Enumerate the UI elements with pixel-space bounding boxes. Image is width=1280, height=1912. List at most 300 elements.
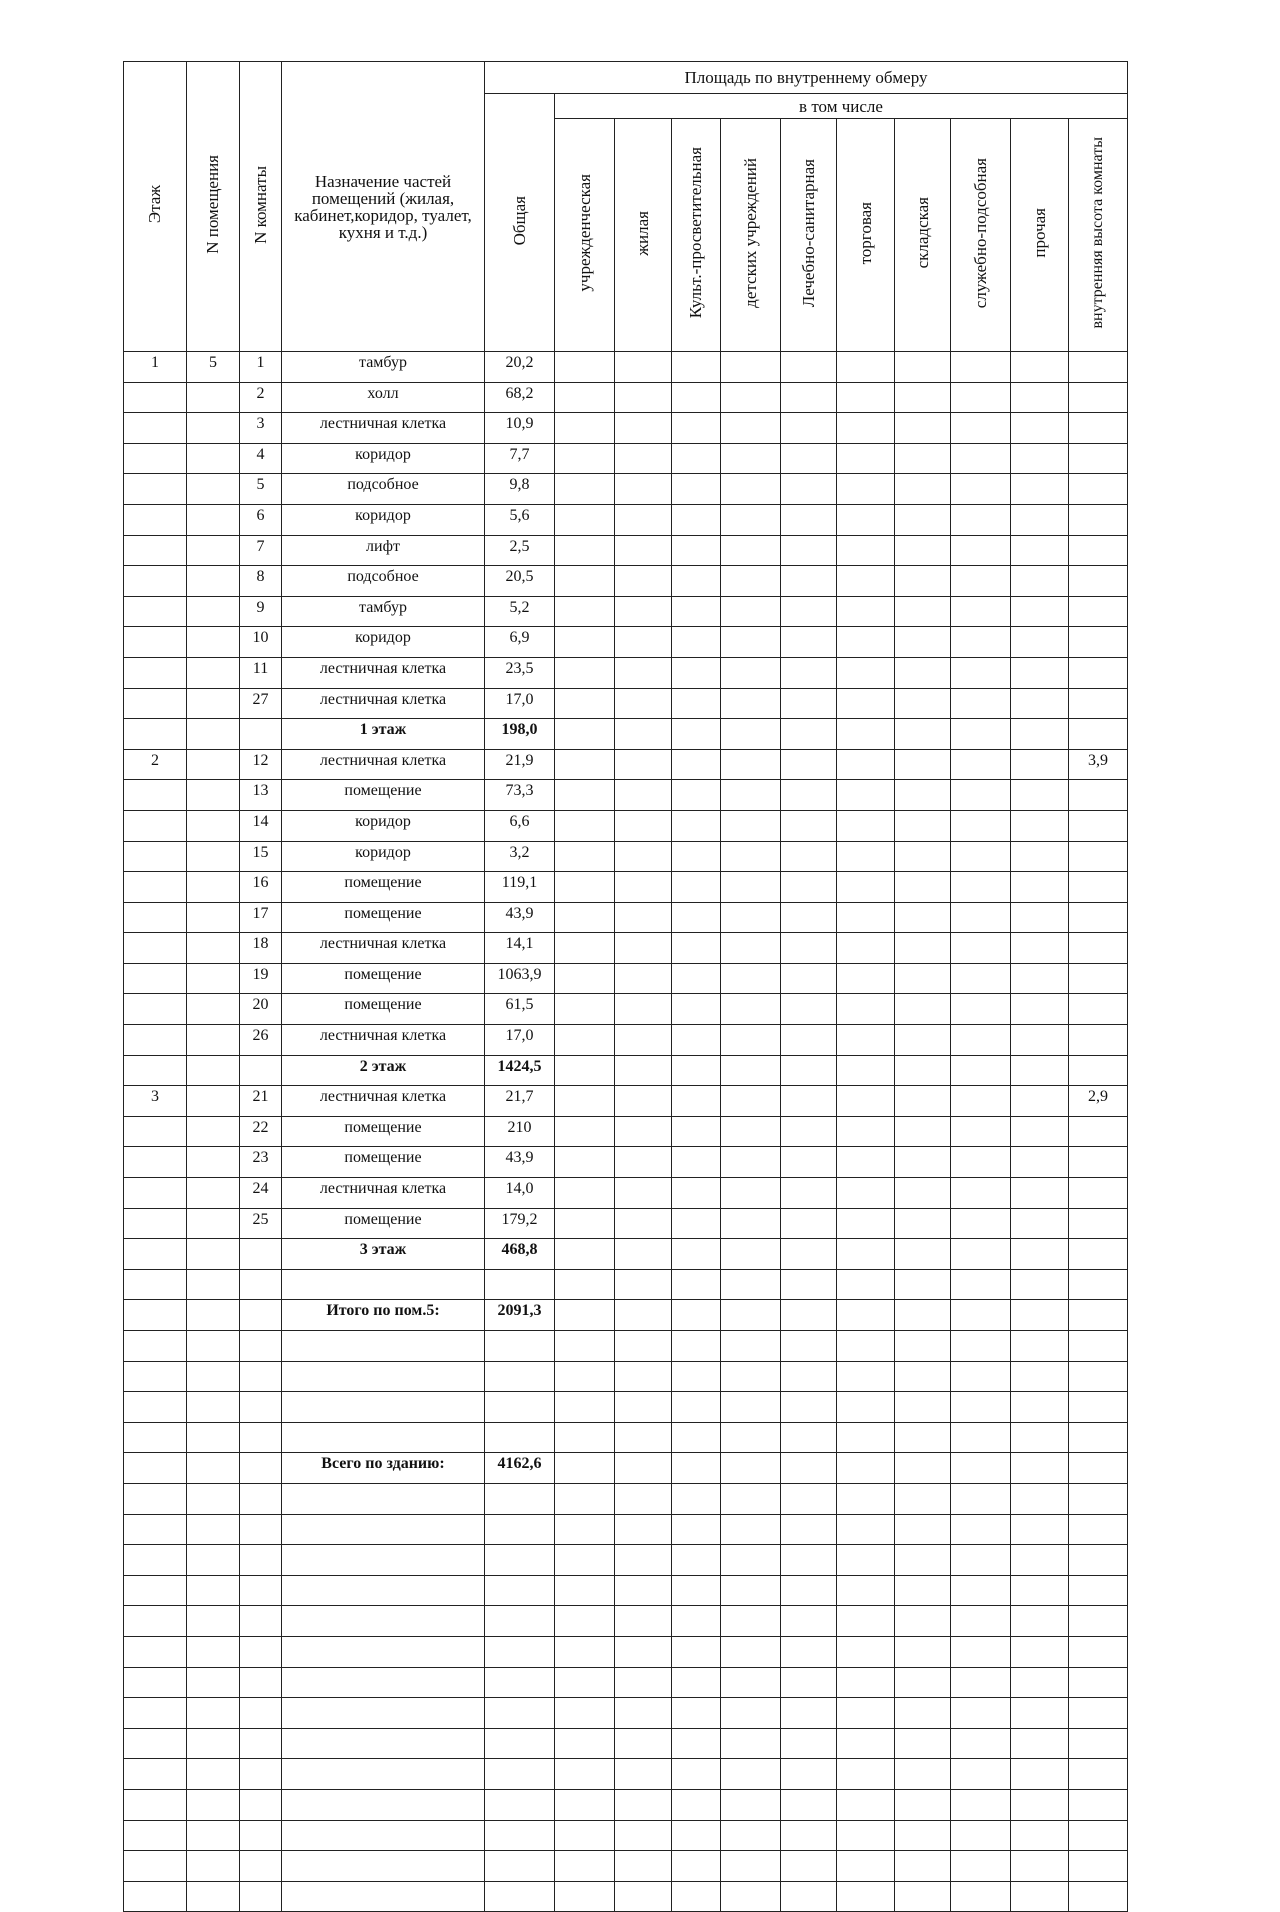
total-area-cell: 6,6 xyxy=(485,810,555,841)
retail-area-cell xyxy=(837,1881,895,1912)
unit-cell xyxy=(187,1422,240,1453)
purpose-cell: коридор xyxy=(282,841,485,872)
cultural-area-cell xyxy=(672,1820,721,1851)
office-area-cell xyxy=(555,1514,615,1545)
other-area-cell xyxy=(1011,994,1069,1025)
medical-area-cell xyxy=(781,1789,837,1820)
office-area-cell xyxy=(555,566,615,597)
purpose-cell xyxy=(282,1575,485,1606)
storage-area-cell xyxy=(895,535,951,566)
table-row xyxy=(124,1025,1128,1056)
cultural-area-cell xyxy=(672,1269,721,1300)
office-area-cell xyxy=(555,902,615,933)
medical-area-cell xyxy=(781,1575,837,1606)
table-row xyxy=(124,1086,1128,1117)
medical-area-cell xyxy=(781,1116,837,1147)
purpose-cell xyxy=(282,1545,485,1576)
other-area-cell xyxy=(1011,596,1069,627)
other-area-cell xyxy=(1011,566,1069,597)
purpose-cell xyxy=(282,1728,485,1759)
floor-cell xyxy=(124,1025,187,1056)
childcare-area-cell xyxy=(721,443,781,474)
floor-cell xyxy=(124,504,187,535)
room-height-cell xyxy=(1069,1147,1128,1178)
unit-cell xyxy=(187,627,240,658)
childcare-area-cell xyxy=(721,841,781,872)
retail-area-cell xyxy=(837,902,895,933)
office-area-cell xyxy=(555,749,615,780)
unit-cell xyxy=(187,1728,240,1759)
residential-area-cell xyxy=(615,933,672,964)
purpose-cell: лестничная клетка xyxy=(282,933,485,964)
childcare-area-cell xyxy=(721,872,781,903)
other-area-cell xyxy=(1011,872,1069,903)
medical-area-cell xyxy=(781,566,837,597)
total-area-cell xyxy=(485,1606,555,1637)
utility-area-cell xyxy=(951,566,1011,597)
office-area-cell xyxy=(555,1300,615,1331)
childcare-area-cell xyxy=(721,504,781,535)
residential-area-cell xyxy=(615,413,672,444)
retail-area-cell xyxy=(837,1728,895,1759)
residential-area-cell xyxy=(615,1055,672,1086)
other-area-cell xyxy=(1011,1698,1069,1729)
utility-area-cell xyxy=(951,1392,1011,1423)
office-area-cell xyxy=(555,1331,615,1362)
office-area-cell xyxy=(555,994,615,1025)
cultural-area-cell xyxy=(672,902,721,933)
floor-cell xyxy=(124,657,187,688)
unit-cell xyxy=(187,688,240,719)
office-area-cell xyxy=(555,1392,615,1423)
residential-area-cell xyxy=(615,596,672,627)
residential-area-cell xyxy=(615,1331,672,1362)
unit-cell xyxy=(187,872,240,903)
other-area-cell xyxy=(1011,1851,1069,1882)
medical-area-cell xyxy=(781,627,837,658)
cultural-area-cell xyxy=(672,1300,721,1331)
room-height-cell xyxy=(1069,1698,1128,1729)
residential-area-cell xyxy=(615,1483,672,1514)
storage-area-cell xyxy=(895,1851,951,1882)
explication-table xyxy=(123,61,1128,1912)
office-area-cell xyxy=(555,1239,615,1270)
residential-area-cell xyxy=(615,1514,672,1545)
childcare-area-cell xyxy=(721,1789,781,1820)
office-area-cell xyxy=(555,596,615,627)
retail-area-cell xyxy=(837,474,895,505)
table-row xyxy=(124,1055,1128,1086)
storage-area-cell xyxy=(895,963,951,994)
storage-area-cell xyxy=(895,1208,951,1239)
floor-cell xyxy=(124,1239,187,1270)
other-area-cell xyxy=(1011,1606,1069,1637)
header-col-childcare: детских учреждений xyxy=(721,119,781,352)
total-area-cell: 61,5 xyxy=(485,994,555,1025)
room-height-cell xyxy=(1069,1483,1128,1514)
table-row xyxy=(124,1759,1128,1790)
office-area-cell xyxy=(555,1178,615,1209)
medical-area-cell xyxy=(781,1147,837,1178)
childcare-area-cell xyxy=(721,1636,781,1667)
medical-area-cell xyxy=(781,1483,837,1514)
childcare-area-cell xyxy=(721,1086,781,1117)
table-row xyxy=(124,994,1128,1025)
retail-area-cell xyxy=(837,688,895,719)
retail-area-cell xyxy=(837,810,895,841)
room-cell: 1 xyxy=(240,352,282,383)
purpose-cell: 2 этаж xyxy=(282,1055,485,1086)
storage-area-cell xyxy=(895,1759,951,1790)
medical-area-cell xyxy=(781,1698,837,1729)
table-row xyxy=(124,382,1128,413)
retail-area-cell xyxy=(837,841,895,872)
childcare-area-cell xyxy=(721,1453,781,1484)
floor-cell xyxy=(124,1331,187,1362)
utility-area-cell xyxy=(951,504,1011,535)
total-area-cell: 23,5 xyxy=(485,657,555,688)
retail-area-cell xyxy=(837,1422,895,1453)
purpose-cell xyxy=(282,1514,485,1545)
floor-cell xyxy=(124,810,187,841)
cultural-area-cell xyxy=(672,963,721,994)
table-row xyxy=(124,1881,1128,1912)
floor-cell xyxy=(124,1300,187,1331)
utility-area-cell xyxy=(951,1178,1011,1209)
floor-cell xyxy=(124,1392,187,1423)
purpose-cell xyxy=(282,1759,485,1790)
childcare-area-cell xyxy=(721,1116,781,1147)
cultural-area-cell xyxy=(672,841,721,872)
room-height-cell xyxy=(1069,810,1128,841)
header-col-room-height: внутренняя высота комнаты xyxy=(1069,119,1128,352)
room-height-cell xyxy=(1069,1759,1128,1790)
medical-area-cell xyxy=(781,443,837,474)
office-area-cell xyxy=(555,1483,615,1514)
cultural-area-cell xyxy=(672,627,721,658)
total-area-cell: 2,5 xyxy=(485,535,555,566)
unit-cell xyxy=(187,1575,240,1606)
residential-area-cell xyxy=(615,872,672,903)
purpose-cell xyxy=(282,1361,485,1392)
other-area-cell xyxy=(1011,1820,1069,1851)
medical-area-cell xyxy=(781,352,837,383)
childcare-area-cell xyxy=(721,1820,781,1851)
table-row xyxy=(124,1728,1128,1759)
floor-cell xyxy=(124,1361,187,1392)
purpose-cell: помещение xyxy=(282,1116,485,1147)
table-row xyxy=(124,1422,1128,1453)
residential-area-cell xyxy=(615,1545,672,1576)
table-row xyxy=(124,627,1128,658)
purpose-cell: помещение xyxy=(282,872,485,903)
utility-area-cell xyxy=(951,1239,1011,1270)
room-height-cell xyxy=(1069,902,1128,933)
medical-area-cell xyxy=(781,994,837,1025)
retail-area-cell xyxy=(837,1759,895,1790)
office-area-cell xyxy=(555,963,615,994)
retail-area-cell xyxy=(837,1514,895,1545)
table-row xyxy=(124,1667,1128,1698)
office-area-cell xyxy=(555,933,615,964)
room-cell: 4 xyxy=(240,443,282,474)
medical-area-cell xyxy=(781,810,837,841)
childcare-area-cell xyxy=(721,1606,781,1637)
room-height-cell xyxy=(1069,1851,1128,1882)
room-height-cell xyxy=(1069,1239,1128,1270)
residential-area-cell xyxy=(615,841,672,872)
other-area-cell xyxy=(1011,841,1069,872)
room-cell xyxy=(240,1698,282,1729)
floor-cell: 1 xyxy=(124,352,187,383)
room-cell xyxy=(240,1453,282,1484)
residential-area-cell xyxy=(615,1422,672,1453)
storage-area-cell xyxy=(895,1514,951,1545)
room-height-cell xyxy=(1069,413,1128,444)
purpose-cell xyxy=(282,1422,485,1453)
room-cell xyxy=(240,1759,282,1790)
other-area-cell xyxy=(1011,535,1069,566)
retail-area-cell xyxy=(837,1331,895,1362)
table-row xyxy=(124,1269,1128,1300)
cultural-area-cell xyxy=(672,1698,721,1729)
cultural-area-cell xyxy=(672,474,721,505)
childcare-area-cell xyxy=(721,1300,781,1331)
total-area-cell: 1063,9 xyxy=(485,963,555,994)
cultural-area-cell xyxy=(672,933,721,964)
retail-area-cell xyxy=(837,872,895,903)
purpose-cell: лифт xyxy=(282,535,485,566)
cultural-area-cell xyxy=(672,1483,721,1514)
floor-cell xyxy=(124,1453,187,1484)
unit-cell xyxy=(187,1392,240,1423)
storage-area-cell xyxy=(895,780,951,811)
floor-cell: 3 xyxy=(124,1086,187,1117)
floor-cell xyxy=(124,1820,187,1851)
room-height-cell xyxy=(1069,1667,1128,1698)
unit-cell xyxy=(187,1606,240,1637)
total-area-cell: 119,1 xyxy=(485,872,555,903)
office-area-cell xyxy=(555,352,615,383)
storage-area-cell xyxy=(895,352,951,383)
room-cell: 17 xyxy=(240,902,282,933)
childcare-area-cell xyxy=(721,535,781,566)
childcare-area-cell xyxy=(721,474,781,505)
purpose-cell: лестничная клетка xyxy=(282,1086,485,1117)
room-height-cell xyxy=(1069,1025,1128,1056)
storage-area-cell xyxy=(895,1239,951,1270)
utility-area-cell xyxy=(951,1545,1011,1576)
cultural-area-cell xyxy=(672,1881,721,1912)
office-area-cell xyxy=(555,657,615,688)
medical-area-cell xyxy=(781,719,837,750)
floor-cell xyxy=(124,1698,187,1729)
total-area-cell: 5,6 xyxy=(485,504,555,535)
purpose-cell xyxy=(282,1667,485,1698)
storage-area-cell xyxy=(895,1392,951,1423)
room-cell xyxy=(240,1820,282,1851)
cultural-area-cell xyxy=(672,1545,721,1576)
medical-area-cell xyxy=(781,1606,837,1637)
utility-area-cell xyxy=(951,1086,1011,1117)
childcare-area-cell xyxy=(721,1698,781,1729)
header-purpose: Назначение частей помещений (жилая, кабинет,коридор, туалет, кухня и т.д.) xyxy=(282,62,485,352)
office-area-cell xyxy=(555,1116,615,1147)
medical-area-cell xyxy=(781,963,837,994)
cultural-area-cell xyxy=(672,1851,721,1882)
room-height-cell xyxy=(1069,872,1128,903)
room-cell: 11 xyxy=(240,657,282,688)
office-area-cell xyxy=(555,382,615,413)
utility-area-cell xyxy=(951,1606,1011,1637)
residential-area-cell xyxy=(615,566,672,597)
other-area-cell xyxy=(1011,1483,1069,1514)
room-cell xyxy=(240,1789,282,1820)
unit-cell xyxy=(187,1331,240,1362)
utility-area-cell xyxy=(951,1147,1011,1178)
office-area-cell xyxy=(555,443,615,474)
utility-area-cell xyxy=(951,994,1011,1025)
room-height-cell xyxy=(1069,1545,1128,1576)
floor-cell xyxy=(124,994,187,1025)
residential-area-cell xyxy=(615,657,672,688)
medical-area-cell xyxy=(781,382,837,413)
table-row xyxy=(124,474,1128,505)
purpose-cell: коридор xyxy=(282,627,485,658)
room-cell: 9 xyxy=(240,596,282,627)
medical-area-cell xyxy=(781,688,837,719)
room-height-cell xyxy=(1069,933,1128,964)
table-row xyxy=(124,657,1128,688)
cultural-area-cell xyxy=(672,352,721,383)
residential-area-cell xyxy=(615,1086,672,1117)
table-row xyxy=(124,1453,1128,1484)
table-row xyxy=(124,504,1128,535)
table-row xyxy=(124,1820,1128,1851)
medical-area-cell xyxy=(781,872,837,903)
table-row xyxy=(124,688,1128,719)
office-area-cell xyxy=(555,1698,615,1729)
floor-cell xyxy=(124,566,187,597)
header-col-cultural: Культ.-просветительная xyxy=(672,119,721,352)
unit-cell xyxy=(187,443,240,474)
table-row xyxy=(124,749,1128,780)
medical-area-cell xyxy=(781,413,837,444)
table-row xyxy=(124,780,1128,811)
retail-area-cell xyxy=(837,382,895,413)
unit-cell xyxy=(187,1239,240,1270)
retail-area-cell xyxy=(837,627,895,658)
medical-area-cell xyxy=(781,1851,837,1882)
medical-area-cell xyxy=(781,1025,837,1056)
unit-cell xyxy=(187,1055,240,1086)
residential-area-cell xyxy=(615,352,672,383)
unit-cell xyxy=(187,780,240,811)
storage-area-cell xyxy=(895,1178,951,1209)
storage-area-cell xyxy=(895,933,951,964)
room-cell xyxy=(240,719,282,750)
utility-area-cell xyxy=(951,1759,1011,1790)
purpose-cell: 1 этаж xyxy=(282,719,485,750)
medical-area-cell xyxy=(781,1086,837,1117)
office-area-cell xyxy=(555,474,615,505)
office-area-cell xyxy=(555,1636,615,1667)
table-row xyxy=(124,1851,1128,1882)
residential-area-cell xyxy=(615,382,672,413)
room-cell: 8 xyxy=(240,566,282,597)
storage-area-cell xyxy=(895,719,951,750)
residential-area-cell xyxy=(615,1147,672,1178)
room-cell: 19 xyxy=(240,963,282,994)
unit-cell xyxy=(187,1698,240,1729)
room-height-cell xyxy=(1069,1575,1128,1606)
total-area-cell xyxy=(485,1483,555,1514)
residential-area-cell xyxy=(615,749,672,780)
room-cell xyxy=(240,1483,282,1514)
total-area-cell xyxy=(485,1545,555,1576)
purpose-cell: 3 этаж xyxy=(282,1239,485,1270)
childcare-area-cell xyxy=(721,382,781,413)
cultural-area-cell xyxy=(672,872,721,903)
table-row xyxy=(124,1392,1128,1423)
room-cell: 5 xyxy=(240,474,282,505)
cultural-area-cell xyxy=(672,780,721,811)
childcare-area-cell xyxy=(721,719,781,750)
residential-area-cell xyxy=(615,1453,672,1484)
unit-cell xyxy=(187,1361,240,1392)
table-row xyxy=(124,413,1128,444)
office-area-cell xyxy=(555,1545,615,1576)
childcare-area-cell xyxy=(721,1331,781,1362)
unit-cell xyxy=(187,1789,240,1820)
room-height-cell xyxy=(1069,596,1128,627)
other-area-cell xyxy=(1011,749,1069,780)
floor-cell xyxy=(124,1545,187,1576)
other-area-cell xyxy=(1011,627,1069,658)
medical-area-cell xyxy=(781,535,837,566)
floor-cell xyxy=(124,1636,187,1667)
other-area-cell xyxy=(1011,1453,1069,1484)
childcare-area-cell xyxy=(721,1178,781,1209)
medical-area-cell xyxy=(781,474,837,505)
other-area-cell xyxy=(1011,1300,1069,1331)
header-col-office: учрежденческая xyxy=(555,119,615,352)
retail-area-cell xyxy=(837,352,895,383)
residential-area-cell xyxy=(615,963,672,994)
purpose-cell: лестничная клетка xyxy=(282,413,485,444)
cultural-area-cell xyxy=(672,688,721,719)
unit-cell xyxy=(187,1851,240,1882)
office-area-cell xyxy=(555,1881,615,1912)
storage-area-cell xyxy=(895,1055,951,1086)
cultural-area-cell xyxy=(672,1208,721,1239)
childcare-area-cell xyxy=(721,780,781,811)
table-row xyxy=(124,1575,1128,1606)
purpose-cell xyxy=(282,1606,485,1637)
office-area-cell xyxy=(555,1728,615,1759)
purpose-cell xyxy=(282,1483,485,1514)
unit-cell xyxy=(187,1514,240,1545)
residential-area-cell xyxy=(615,1178,672,1209)
residential-area-cell xyxy=(615,504,672,535)
storage-area-cell xyxy=(895,504,951,535)
medical-area-cell xyxy=(781,841,837,872)
storage-area-cell xyxy=(895,1575,951,1606)
table-row xyxy=(124,1361,1128,1392)
floor-cell xyxy=(124,1851,187,1882)
cultural-area-cell xyxy=(672,749,721,780)
retail-area-cell xyxy=(837,1239,895,1270)
